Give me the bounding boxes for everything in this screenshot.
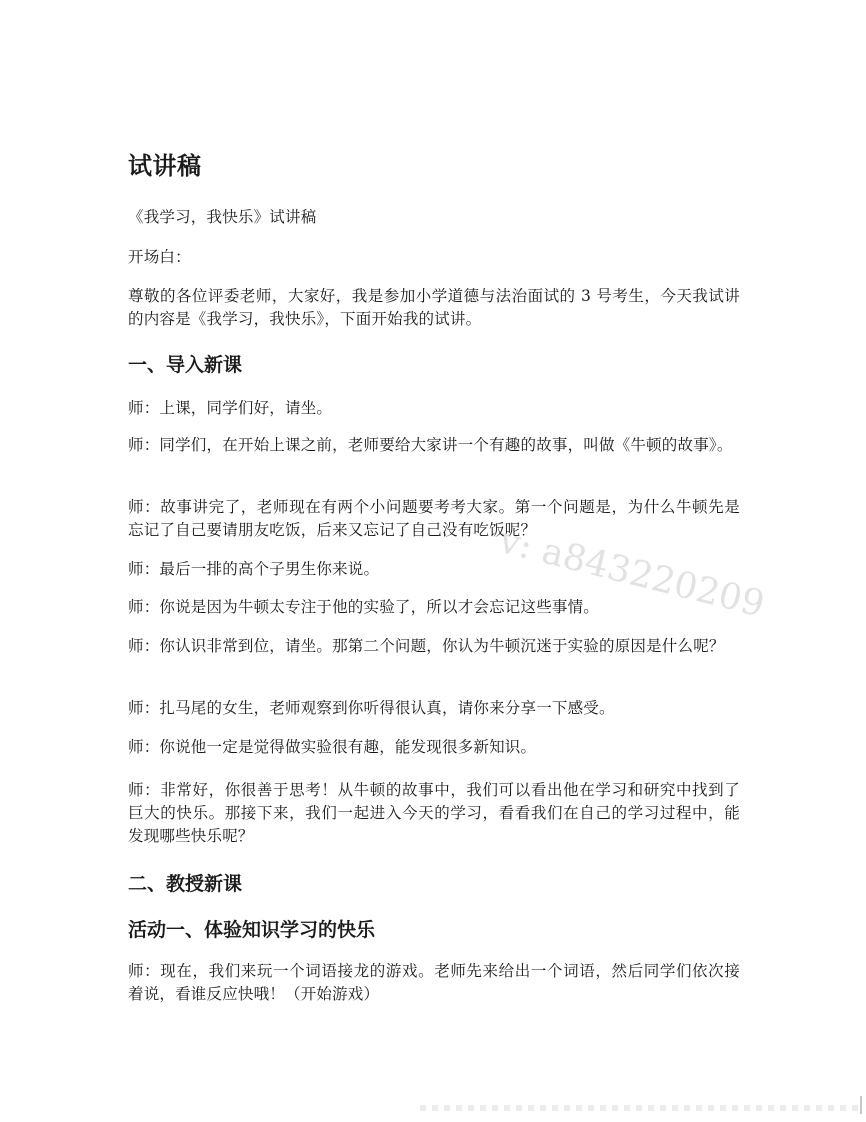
dialogue-paragraph: 师：现在，我们来玩一个词语接龙的游戏。老师先来给出一个词语，然后同学们依次接着说，看谁反应快哦！（开始游戏） [128, 962, 740, 1003]
page-edge-mark [860, 1096, 862, 1114]
dialogue-paragraph: 师：上课，同学们好，请坐。 [128, 399, 333, 417]
opening-label: 开场白： [128, 248, 191, 266]
dialogue-paragraph: 师：扎马尾的女生，老师观察到你听得很认真，请你来分享一下感受。 [128, 699, 615, 717]
dialogue-paragraph: 师：故事讲完了，老师现在有两个小问题要考考大家。第一个问题是，为什么牛顿先是忘记了自己要请朋友吃饭，后来又忘记了自己没有吃饭呢？ [128, 498, 740, 539]
dialogue-paragraph: 师：你认识非常到位，请坐。那第二个问题，你认为牛顿沉迷于实验的原因是什么呢？ [128, 637, 725, 655]
dialogue-paragraph: 师：你说他一定是觉得做实验很有趣，能发现很多新知识。 [128, 738, 537, 756]
footer-divider [420, 1105, 860, 1111]
lesson-subtitle: 《我学习，我快乐》试讲稿 [128, 208, 317, 226]
dialogue-paragraph: 师：非常好，你很善于思考！从牛顿的故事中，我们可以看出他在学习和研究中找到了巨大的快乐。那接下来，我们一起进入今天的学习，看看我们在自己的学习过程中，能发现哪些快乐呢？ [128, 781, 740, 845]
opening-text: 尊敬的各位评委老师，大家好，我是参加小学道德与法治面试的 3 号考生，今天我试讲的内容是《我学习，我快乐》，下面开始我的试讲。 [128, 287, 740, 328]
activity-heading: 活动一、体验知识学习的快乐 [128, 919, 376, 941]
section-heading-new-lesson: 二、教授新课 [128, 873, 243, 895]
watermark: v: a843220209 [495, 520, 769, 626]
dialogue-paragraph: 师：最后一排的高个子男生你来说。 [128, 560, 380, 578]
dialogue-paragraph: 师：你说是因为牛顿太专注于他的实验了，所以才会忘记这些事情。 [128, 598, 600, 616]
document-title: 试讲稿 [128, 152, 202, 180]
section-heading-intro: 一、导入新课 [128, 354, 243, 376]
dialogue-paragraph: 师：同学们，在开始上课之前，老师要给大家讲一个有趣的故事，叫做《牛顿的故事》。 [128, 436, 733, 454]
